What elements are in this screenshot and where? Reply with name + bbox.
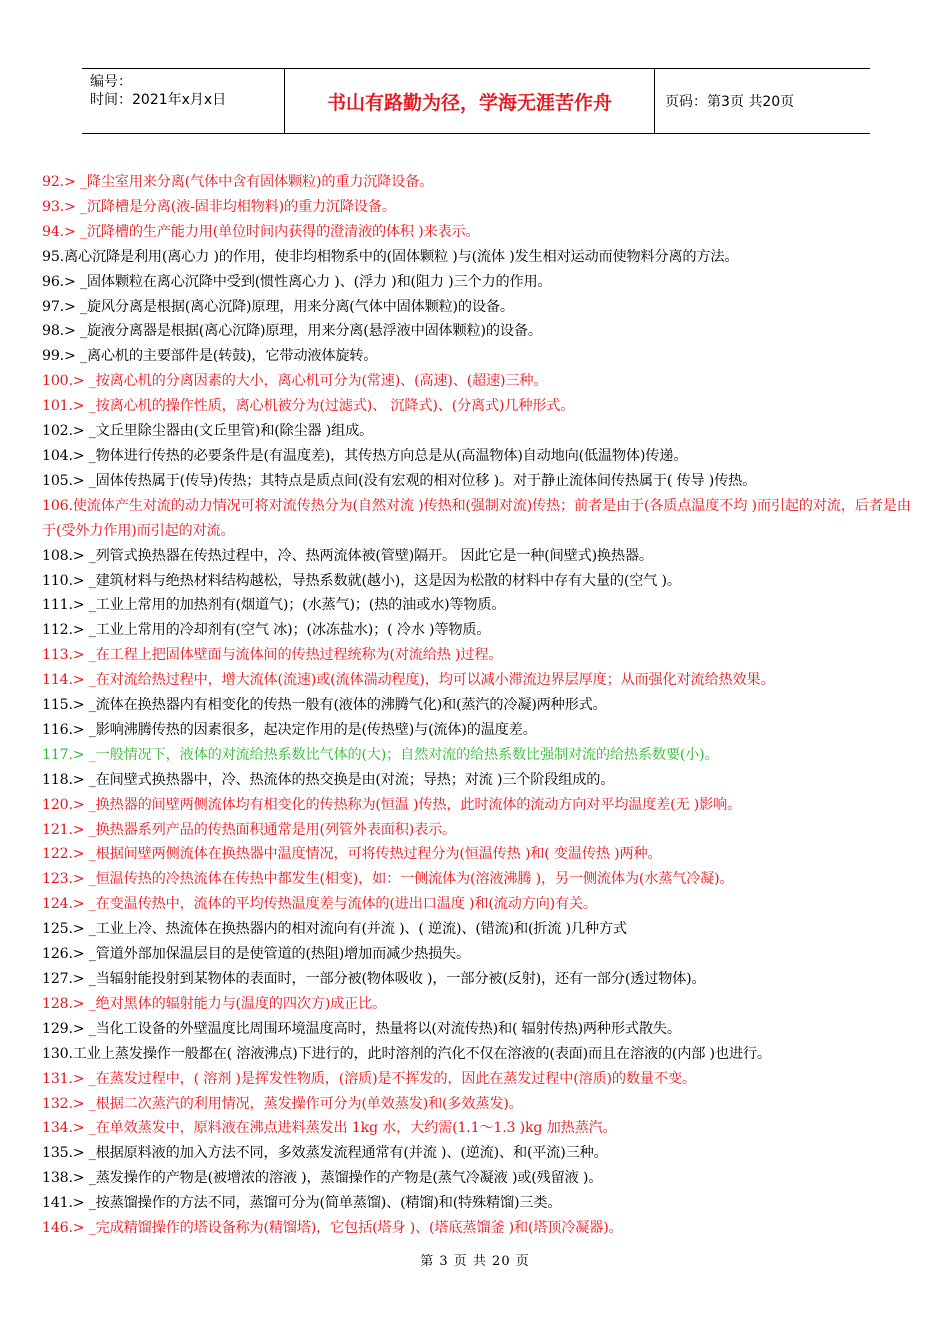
question-line: 130.工业上蒸发操作一般都在( 溶液沸点)下进行的，此时溶剂的汽化不仅在溶液的(表面)而且在溶液的(内部 )也进行。 — [42, 1045, 771, 1062]
question-line: 125.> _工业上冷、热流体在换热器内的相对流向有(并流 )、( 逆流)、(错流)和(折流 )几种方式 — [42, 921, 627, 938]
question-line: 114.> _在对流给热过程中，增大流体(流速)或(流体湍动程度)，均可以减小滞流边界层厚度；从而强化对流给热效果。 — [42, 672, 775, 689]
question-line: 122.> _根据间壁两侧流体在换热器中温度情况，可将传热过程分为(恒温传热 )和( 变温传热 )两种。 — [42, 846, 662, 863]
header-date: 时间：2021年x月x日 — [90, 92, 227, 108]
header-page-info: 页码：第3页 共20页 — [665, 94, 795, 110]
question-line: 113.> _在工程上把固体壁面与流体间的传热过程统称为(对流给热 )过程。 — [42, 647, 503, 664]
page-footer: 第 3 页 共 20 页 — [420, 1254, 530, 1269]
question-line: 134.> _在单效蒸发中，原料液在沸点进料蒸发出 1kg 水，大约需(1.1～1.3 )kg 加热蒸汽。 — [42, 1120, 617, 1137]
question-line: 120.> _换热器的间壁两侧流体均有相变化的传热称为(恒温 )传热，此时流体的流动方向对平均温度差(无 )影响。 — [42, 796, 742, 813]
question-line: 93.> _沉降槽是分离(液-固非均相物料)的重力沉降设备。 — [42, 198, 396, 215]
question-line: 108.> _列管式换热器在传热过程中，冷、热两流体被(管壁)隔开。 因此它是一种(间壁式)换热器。 — [42, 547, 653, 564]
question-line: 121.> _换热器系列产品的传热面积通常是用(列管外表面积)表示。 — [42, 821, 457, 838]
question-line: 100.> _按离心机的分离因素的大小，离心机可分为(常速)、(高速)、(超速)三种。 — [42, 373, 548, 390]
question-line: 104.> _物体进行传热的必要条件是(有温度差)，其传热方向总是从(高温物体)自动地向(低温物体)传递。 — [42, 447, 688, 464]
question-line: 146.> _完成精馏操作的塔设备称为(精馏塔)，它包括(塔身 )、(塔底蒸馏釜 )和(塔顶冷凝器)。 — [42, 1220, 623, 1237]
question-line: 98.> _旋液分离器是根据(离心沉降)原理，用来分离(悬浮液中固体颗粒)的设备。 — [42, 323, 542, 340]
document-body — [42, 170, 914, 1241]
header-info — [82, 69, 285, 133]
question-line: 106.使流体产生对流的动力情况可将对流传热分为(自然对流 )传热和(强制对流)传热；前者是由于(各质点温度不均 )而引起的对流，后者是由于(受外力作用)而引起的对流。 — [42, 497, 911, 539]
question-line: 124.> _在变温传热中，流体的平均传热温度差与流体的(进出口温度 )和(流动方向)有关。 — [42, 896, 597, 913]
question-line: 127.> _当辐射能投射到某物体的表面时，一部分被(物体吸收 )，一部分被(反射)，还有一部分(透过物体)。 — [42, 971, 706, 987]
question-line: 117.> _一般情况下，液体的对流给热系数比气体的(大)；自然对流的给热系数比强制对流的给热系数要(小)。 — [42, 746, 719, 763]
question-line: 131.> _在蒸发过程中，( 溶剂 )是挥发性物质，(溶质)是不挥发的，因此在蒸发过程中(溶质)的数量不变。 — [42, 1070, 696, 1087]
question-line: 111.> _工业上常用的加热剂有(烟道气)；(水蒸气)；(热的油或水)等物质。 — [42, 597, 506, 614]
question-line: 126.> _管道外部加保温层目的是使管道的(热阻)增加而减少热损失。 — [42, 946, 471, 963]
question-line: 138.> _蒸发操作的产物是(被增浓的溶液 )，蒸馏操作的产物是(蒸气冷凝液 )或(残留液 )。 — [42, 1170, 603, 1187]
question-line: 105.> _固体传热属于(传导)传热；其特点是质点间(没有宏观的相对位移 )。对于静止流体间传热属于( 传导 )传热。 — [42, 472, 757, 489]
question-line: 135.> _根据原料液的加入方法不同，多效蒸发流程通常有(并流 )、(逆流)、和(平流)三种。 — [42, 1145, 608, 1162]
question-line: 101.> _按离心机的操作性质，离心机被分为(过滤式)、 沉降式)、(分离式)几种形式。 — [42, 398, 575, 415]
question-line: 116.> _影响沸腾传热的因素很多，起决定作用的是(传热壁)与(流体)的温度差。 — [42, 721, 537, 738]
question-line: 123.> _恒温传热的冷热流体在传热中都发生(相变)，如：一侧流体为(溶液沸腾 )，另一侧流体为(水蒸气冷凝)。 — [42, 871, 734, 888]
question-line: 99.> _离心机的主要部件是(转鼓)，它带动液体旋转。 — [42, 348, 378, 365]
page-header — [82, 68, 870, 134]
question-line: 129.> _当化工设备的外壁温度比周围环境温度高时，热量将以(对流传热)和( 辐射传热)两种形式散失。 — [42, 1020, 681, 1037]
question-line: 128.> _绝对黑体的辐射能力与(温度的四次方)成正比。 — [42, 995, 387, 1012]
question-line: 95.离心沉降是利用(离心力 )的作用，使非均相物系中的(固体颗粒 )与(流体 )发生相对运动而使物料分离的方法。 — [42, 248, 739, 265]
question-line: 96.> _固体颗粒在离心沉降中受到(惯性离心力 )、(浮力 )和(阻力 )三个力的作用。 — [42, 273, 552, 290]
question-line: 141.> _按蒸馏操作的方法不同，蒸馏可分为(简单蒸馏)、(精馏)和(特殊精馏)三类。 — [42, 1195, 562, 1212]
question-line: 115.> _流体在换热器内有相变化的传热一般有(液体的沸腾气化)和(蒸汽的冷凝)两种形式。 — [42, 697, 607, 714]
question-line: 118.> _在间壁式换热器中，冷、热流体的热交换是由(对流；导热；对流 )三个阶段组成的。 — [42, 771, 615, 788]
question-line: 97.> _旋风分离是根据(离心沉降)原理，用来分离(气体中固体颗粒)的设备。 — [42, 298, 514, 315]
header-number-label: 编号： — [90, 74, 132, 90]
header-motto: 书山有路勤为径，学海无涯苦作舟 — [285, 69, 655, 133]
question-line: 110.> _建筑材料与绝热材料结构越松，导热系数就(越小)，这是因为松散的材料中存有大量的(空气 )。 — [42, 572, 681, 589]
question-line: 92.> _降尘室用来分离(气体中含有固体颗粒)的重力沉降设备。 — [42, 174, 434, 190]
question-line: 112.> _工业上常用的冷却剂有(空气 冰)；(冰冻盐水)；( 冷水 )等物质。 — [42, 622, 491, 639]
question-line: 132.> _根据二次蒸汽的利用情况，蒸发操作可分为(单效蒸发)和(多效蒸发)。 — [42, 1095, 523, 1112]
question-line: 94.> _沉降槽的生产能力用(单位时间内获得的澄清液的体积 )来表示。 — [42, 223, 480, 240]
question-line: 102.> _文丘里除尘器由(文丘里管)和(除尘器 )组成。 — [42, 423, 374, 440]
